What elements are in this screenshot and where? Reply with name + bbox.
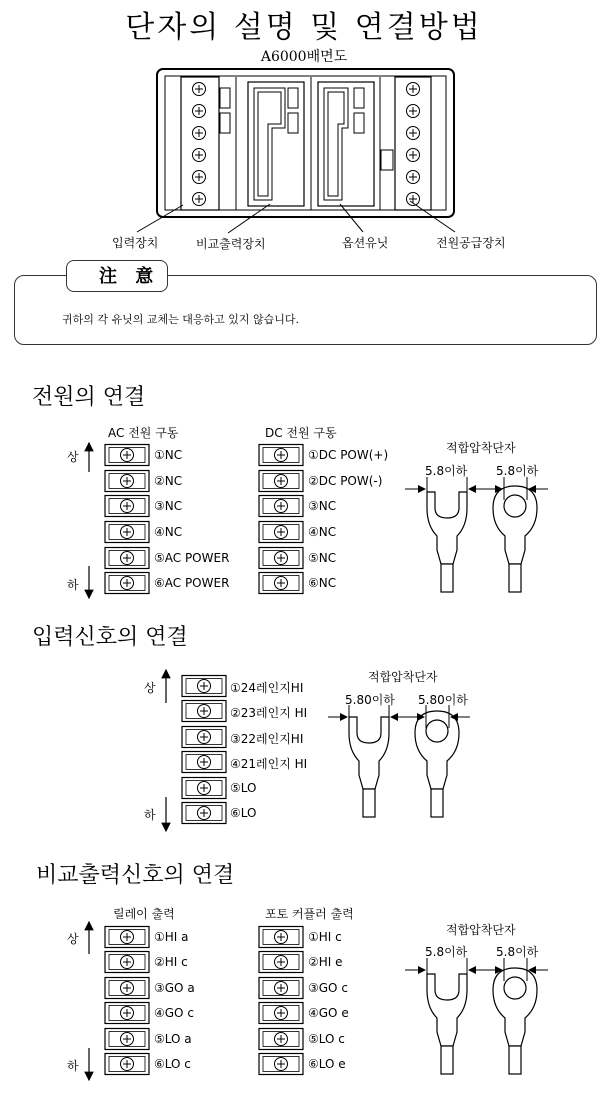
- dc-terminal-5: ⑤NC: [308, 551, 337, 565]
- label-compare-unit: 비교출력장치: [196, 237, 266, 251]
- power-crimp-terminals: [405, 477, 548, 592]
- label-option-unit: 옵션유닛: [342, 236, 389, 250]
- photo-terminal-3: ③GO c: [308, 981, 348, 995]
- power-heading: 전원의 연결: [32, 385, 146, 410]
- caution-title: 注 意: [99, 266, 160, 287]
- dc-terminal-4: ④NC: [308, 525, 337, 539]
- input-terminal-5: ⑤LO: [230, 781, 257, 795]
- photo-terminal-4: ④GO e: [308, 1006, 349, 1020]
- ac-terminal-1: ①NC: [154, 448, 183, 462]
- input-terminal-block: [182, 676, 226, 824]
- input-up-label: 상: [144, 681, 156, 695]
- relay-terminal-block: [105, 927, 149, 1075]
- ac-title: AC 전원 구동: [108, 426, 179, 440]
- relay-terminal-1: ①HI a: [154, 930, 189, 944]
- ac-terminal-4: ④NC: [154, 525, 183, 539]
- photo-terminal-1: ①HI c: [308, 930, 342, 944]
- relay-terminal-3: ③GO a: [154, 981, 195, 995]
- photo-terminal-2: ②HI e: [308, 955, 343, 969]
- dc-terminal-6: ⑥NC: [308, 576, 337, 590]
- input-lug-ring-dim: 5.80이하: [418, 693, 468, 707]
- relay-terminal-2: ②HI c: [154, 955, 188, 969]
- power-lug-ring-dim: 5.8이하: [496, 464, 539, 478]
- ac-terminal-5: ⑤AC POWER: [154, 551, 230, 565]
- relay-terminal-4: ④GO c: [154, 1006, 194, 1020]
- input-terminal-4: ④21레인지 HI: [230, 757, 308, 771]
- compare-down-label: 하: [67, 1059, 79, 1073]
- caution-text: 귀하의 각 유닛의 교체는 대응하고 있지 않습니다.: [62, 313, 299, 326]
- input-terminal-1: ①24레인지HI: [230, 681, 304, 695]
- power-down-label: 하: [67, 578, 79, 592]
- dc-title: DC 전원 구동: [265, 426, 337, 440]
- rear-view-subtitle: A6000배면도: [260, 49, 348, 65]
- ac-terminal-6: ⑥AC POWER: [154, 576, 230, 590]
- compare-lug-title: 적합압착단자: [446, 923, 516, 937]
- ac-terminal-block: [105, 445, 149, 594]
- rear-panel: [137, 69, 455, 233]
- photo-terminal-5: ⑤LO c: [308, 1032, 345, 1046]
- ac-terminal-2: ②NC: [154, 474, 183, 488]
- dc-terminal-1: ①DC POW(+): [308, 448, 389, 462]
- photo-terminal-6: ⑥LO e: [308, 1057, 346, 1071]
- dc-terminal-2: ②DC POW(-): [308, 474, 383, 488]
- dc-terminal-block: [259, 445, 303, 594]
- input-down-label: 하: [144, 808, 156, 822]
- page-title: 단자의 설명 및 연결방법: [125, 10, 483, 45]
- input-terminal-6: ⑥LO: [230, 806, 257, 820]
- input-crimp-terminals: [328, 705, 470, 817]
- input-lug-fork-dim: 5.80이하: [345, 693, 395, 707]
- compare-crimp-terminals: [405, 958, 548, 1074]
- compare-heading: 비교출력신호의 연결: [36, 863, 235, 888]
- relay-title: 릴레이 출력: [113, 907, 175, 921]
- input-terminal-2: ②23레인지 HI: [230, 706, 308, 720]
- compare-up-label: 상: [67, 932, 79, 946]
- label-power-unit: 전원공급장치: [436, 236, 506, 250]
- input-terminal-3: ③22레인지HI: [230, 732, 304, 746]
- photo-terminal-block: [259, 927, 303, 1075]
- input-heading: 입력신호의 연결: [32, 625, 188, 650]
- power-up-label: 상: [67, 450, 79, 464]
- dc-terminal-3: ③NC: [308, 499, 337, 513]
- label-input-unit: 입력장치: [112, 236, 159, 250]
- photo-title: 포토 커플러 출력: [265, 907, 354, 921]
- compare-lug-ring-dim: 5.8이하: [496, 945, 539, 959]
- ac-terminal-3: ③NC: [154, 499, 183, 513]
- compare-lug-fork-dim: 5.8이하: [425, 945, 468, 959]
- power-lug-fork-dim: 5.8이하: [425, 464, 468, 478]
- input-lug-title: 적합압착단자: [368, 670, 438, 684]
- relay-terminal-6: ⑥LO c: [154, 1057, 191, 1071]
- relay-terminal-5: ⑤LO a: [154, 1032, 192, 1046]
- power-lug-title: 적합압착단자: [446, 441, 516, 455]
